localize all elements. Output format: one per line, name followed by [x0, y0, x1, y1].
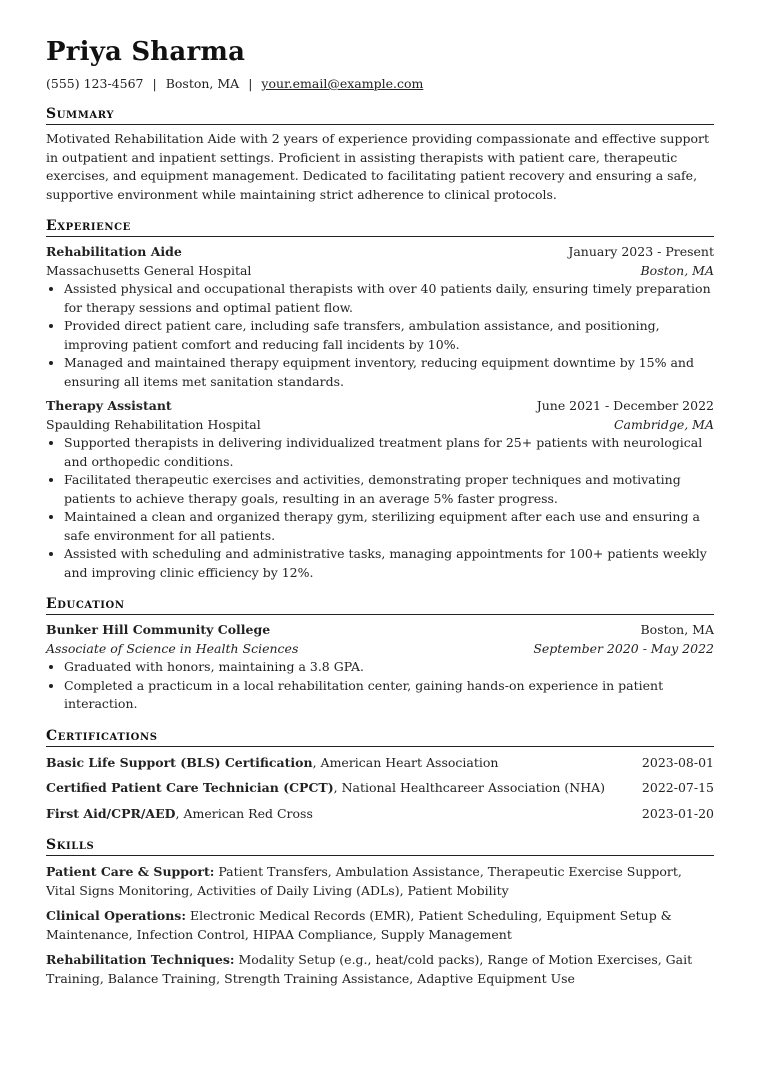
contact-separator: |	[248, 76, 253, 91]
skill-group-text: Modality Setup (e.g., heat/cold packs), Range of Motion Exercises, Gait Training, Balance Training, Strength Training Assistance, Adaptive Equipment Use	[46, 952, 693, 986]
bullet-item: • Maintained a clean and organized therapy gym, sterilizing equipment after each use and ensuring a safe environment for all patients.	[64, 508, 714, 545]
contact-line	[46, 76, 714, 92]
school-location: Boston, MA	[640, 622, 714, 637]
certification-issuer: , American Red Cross	[175, 805, 313, 821]
job-dates: January 2023 - Present	[568, 244, 714, 259]
education-header	[46, 621, 714, 640]
certification-date: 2022-07-15	[641, 780, 714, 795]
bullet-item: • Supported therapists in delivering individualized treatment plans for 25+ patients with neurological and orthopedic conditions.	[64, 434, 714, 471]
section-title-experience: Experience	[46, 218, 714, 237]
certification-item	[46, 779, 714, 798]
education-dates: September 2020 - May 2022	[533, 640, 714, 656]
skill-group-label: Clinical Operations:	[46, 908, 186, 923]
skill-group	[46, 907, 714, 944]
certification-item	[46, 754, 714, 773]
certifications-section	[46, 728, 714, 824]
degree: Associate of Science in Health Sciences	[46, 640, 299, 656]
candidate-name: Priya Sharma	[46, 37, 246, 67]
skill-group	[46, 863, 714, 900]
education-bullets	[46, 658, 714, 714]
summary-text: Motivated Rehabilitation Aide with 2 years of experience providing compassionate and effective support in outpatient and inpatient settings. Proficient in assisting therapists with patient care, therapeutic exercises, and equipment management. Dedicated to facilitating patient recovery and ensuring a safe, supportive environment while maintaining strict adherence to clinical protocols.	[46, 131, 709, 202]
bullet-item: • Graduated with honors, maintaining a 3.8 GPA.	[64, 658, 714, 677]
school-name: Bunker Hill Community College	[46, 622, 271, 637]
certification-issuer: , American Heart Association	[312, 754, 499, 770]
skill-group-text: Patient Transfers, Ambulation Assistance, Therapeutic Exercise Support, Vital Signs Monitoring, Activities of Daily Living (ADLs), Patient Mobility	[46, 864, 682, 898]
job-role: Therapy Assistant	[46, 398, 172, 413]
section-title-certifications: Certifications	[46, 728, 714, 747]
education-subheader	[46, 640, 714, 659]
certification-name: Certified Patient Care Technician (CPCT)	[46, 780, 334, 795]
job-location: Cambridge, MA	[613, 416, 714, 432]
skill-group-text: Electronic Medical Records (EMR), Patient Scheduling, Equipment Setup & Maintenance, Infection Control, HIPAA Compliance, Supply Management	[46, 908, 672, 942]
section-title-summary: Summary	[46, 106, 714, 125]
certification-text	[46, 779, 605, 798]
certification-name: Basic Life Support (BLS) Certification	[46, 754, 313, 770]
skill-group-label: Rehabilitation Techniques:	[46, 952, 235, 967]
job-header	[46, 397, 714, 416]
job-bullets	[46, 434, 714, 582]
email-link[interactable]: your.email@example.com	[261, 76, 424, 91]
job-dates: June 2021 - December 2022	[536, 398, 714, 413]
certification-text	[46, 805, 313, 824]
bullet-item: • Assisted with scheduling and administrative tasks, managing appointments for 100+ patients weekly and improving clinic efficiency by 12%.	[64, 545, 714, 582]
section-title-education: Education	[46, 596, 714, 615]
certification-text	[46, 754, 498, 773]
skill-group	[46, 951, 714, 988]
certification-item	[46, 805, 714, 824]
bullet-item: • Provided direct patient care, including safe transfers, ambulation assistance, and positioning, improving patient comfort and reducing fall incidents by 10%.	[64, 317, 714, 354]
job-bullets	[46, 280, 714, 391]
job-company: Massachusetts General Hospital	[46, 262, 252, 278]
section-title-skills: Skills	[46, 837, 714, 856]
contact-separator: |	[152, 76, 157, 91]
bullet-item: • Completed a practicum in a local rehabilitation center, gaining hands-on experience in patient interaction.	[64, 677, 714, 714]
skill-group-label: Patient Care & Support:	[46, 864, 215, 879]
certification-date: 2023-08-01	[641, 754, 714, 770]
experience-section	[46, 218, 714, 582]
phone-number: (555) 123-4567	[46, 76, 144, 91]
job-header	[46, 243, 714, 262]
bullet-item: • Managed and maintained therapy equipment inventory, reducing equipment downtime by 15% and ensuring all items met sanitation standards.	[64, 354, 714, 391]
job-location: Boston, MA	[640, 262, 714, 278]
job-entry	[46, 243, 714, 391]
bullet-item: • Facilitated therapeutic exercises and activities, demonstrating proper techniques and motivating patients to achieve therapy goals, resulting in an average 5% faster progress.	[64, 471, 714, 508]
job-subheader	[46, 262, 714, 281]
skills-section	[46, 837, 714, 988]
certification-issuer: , National Healthcareer Association (NHA)	[333, 780, 605, 795]
job-subheader	[46, 416, 714, 435]
job-role: Rehabilitation Aide	[46, 244, 182, 259]
bullet-item: • Assisted physical and occupational therapists with over 40 patients daily, ensuring timely preparation for therapy sessions and optimal patient flow.	[64, 280, 714, 317]
certification-name: First Aid/CPR/AED	[46, 805, 176, 821]
job-company: Spaulding Rehabilitation Hospital	[46, 416, 261, 432]
education-entry	[46, 621, 714, 714]
certification-date: 2023-01-20	[641, 805, 714, 821]
summary-section	[46, 106, 714, 204]
education-section	[46, 596, 714, 714]
job-entry	[46, 397, 714, 582]
location: Boston, MA	[165, 76, 240, 91]
